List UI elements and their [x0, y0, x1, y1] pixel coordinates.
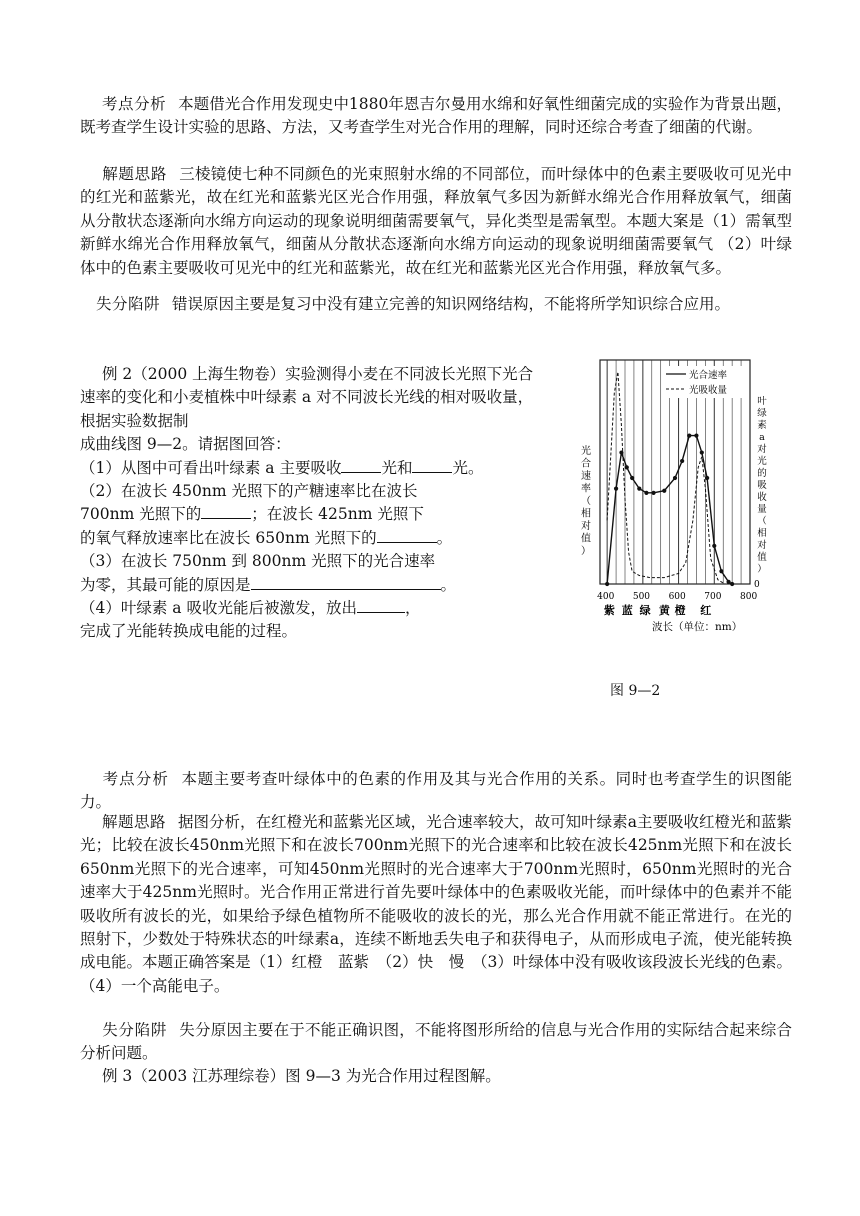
rate-point	[680, 459, 684, 463]
rate-point	[712, 544, 716, 548]
analysis-text: 本题主要考查叶绿体中的色素的作用及其与光合作用的关系。同时也考查学生的识图能力。	[80, 770, 792, 812]
right-axis-char: 相	[757, 528, 767, 539]
rate-point	[673, 476, 677, 480]
left-axis-char: 值	[581, 533, 591, 545]
right-axis-char: 对	[757, 540, 767, 551]
question-2-line-3: 的氧气释放速率比在波长 650nm 光照下的 。	[80, 528, 453, 547]
example-2-question	[80, 363, 565, 644]
legend-absorb-label: 光吸收量	[689, 385, 728, 396]
absorption-rate-chart	[562, 354, 802, 634]
rate-point	[726, 580, 730, 584]
question-2-line-2: 700nm 光照下的 ；在波长 425nm 光照下	[80, 505, 424, 524]
right-axis-label	[757, 395, 767, 575]
x-tick-label: 700	[704, 592, 722, 602]
left-axis-label	[581, 444, 591, 557]
x-tick-label: 800	[740, 592, 758, 602]
right-axis-char: （	[757, 516, 767, 527]
pitfall-text: 失分原因主要在于不能正确识图，不能将图形所给的信息与光合作用的实际结合起来综合分析问题。	[80, 1021, 792, 1063]
example-3-line	[80, 1065, 792, 1088]
rate-point	[614, 487, 618, 491]
pitfall-text: 错误原因主要是复习中没有建立完善的知识网络结构，不能将所学知识综合应用。	[172, 295, 731, 313]
rate-point	[705, 476, 709, 480]
legend-rate-label: 光合速率	[689, 370, 728, 381]
example-2-line-2: 速率的变化和小麦植株中叶绿素 a 对不同波长光线的相对吸收量，	[80, 388, 534, 407]
color-label: 紫	[603, 604, 615, 617]
rate-point	[651, 491, 655, 495]
rate-point	[625, 465, 629, 469]
question-3-line-1: （3）在波长 750nm 到 800nm 光照下的光合速率	[80, 552, 436, 571]
right-axis-char: 吸	[757, 480, 767, 491]
pitfall-paragraph-1	[80, 293, 792, 316]
question-4-line-1: （4）叶绿素 a 吸收光能后被激发，放出 ，	[80, 599, 421, 618]
rate-point	[605, 582, 609, 586]
example-3-text: 例 3（2003 江苏理综卷）图 9—3 为光合作用过程图解。	[102, 1067, 501, 1085]
right-axis-char: 素	[757, 420, 767, 431]
right-axis-char: 光	[757, 456, 767, 467]
analysis-paragraph-2	[80, 768, 792, 815]
right-axis-char: ）	[757, 564, 767, 575]
color-label: 绿	[639, 604, 651, 617]
thinking-paragraph-1	[80, 163, 792, 280]
answer-blank[interactable]	[357, 597, 405, 613]
rate-point	[730, 582, 734, 586]
question-2-line-1: （2）在波长 450nm 光照下的产糖速率比在波长	[80, 482, 418, 501]
rate-point	[644, 491, 648, 495]
right-axis-char: 绿	[757, 408, 767, 419]
rate-point	[630, 476, 634, 480]
rate-point	[694, 434, 698, 438]
figure-caption: 图 9—2	[610, 683, 661, 699]
thinking-text: 三棱镜使七种不同颜色的光束照射水绵的不同部位，而叶绿体中的色素主要吸收可见光中的红光和蓝紫光，故在红光和蓝紫光区光合作用强，释放氧气多因为新鲜水绵光合作用释放氧气，细菌从分散状态逐渐向水绵方向运动的现象说明细菌需要氧气，异化类型是需氧型。本题大案是（1）需氧型 新鲜水绵光合作用释放氧气，细菌从分散状态逐渐向水绵方向运动的现象说明细菌需要氧气 （2）叶绿体中的色素主要吸收可见光中的红光和蓝紫光，故在红光和蓝紫光区光合作用强，释放氧气多。	[80, 165, 792, 277]
thinking-paragraph-2	[80, 811, 792, 998]
analysis-paragraph-1	[80, 93, 792, 140]
left-axis-char: 对	[581, 521, 591, 532]
pitfall-label: 失分陷阱	[96, 295, 161, 313]
color-band-labels	[604, 603, 711, 617]
left-axis-char: 相	[581, 508, 591, 520]
question-4-line-2: 完成了光能转换成电能的过程。	[80, 622, 298, 641]
rate-point	[700, 450, 704, 454]
right-axis-char: 收	[757, 492, 767, 503]
question-3-line-2: 为零，其最可能的原因是 。	[80, 575, 457, 594]
left-axis-char: 率	[581, 483, 591, 495]
left-axis-char: 速	[581, 471, 591, 482]
answer-blank[interactable]	[251, 574, 441, 590]
question-1: （1）从图中可看出叶绿素 a 主要吸收 光和 光。	[80, 458, 484, 477]
left-axis-char: ）	[581, 546, 591, 557]
thinking-label: 解题思路	[102, 165, 168, 183]
thinking-text: 据图分析，在红橙光和蓝紫光区域，光合速率较大，故可知叶绿素a主要吸收红橙光和蓝紫光；比较在波长450nm光照下和在波长700nm光照下的光合速率和比较在波长425nm光照下和在波长650nm光照下的光合速率，可知450nm光照时的光合速率大于700nm光照时，650nm光照时的光合速率大于425nm光照时。光合作用正常进行首先要叶绿体中的色素吸收光能，而叶绿体中的色素并不能吸收所有波长的光，如果给予绿色植物所不能吸收的波长的光，那么光合作用就不能正常进行。在光的照射下，少数处于特殊状态的叶绿素a，连续不断地丢失电子和获得电子，从而形成电子流，使光能转换成电能。本题正确答案是（1）红橙 蓝紫 （2）快 慢 （3）叶绿体中没有吸收该段波长光线的色素。（4）一个高能电子。	[80, 813, 792, 995]
chart-legend	[664, 366, 744, 398]
rate-point	[662, 489, 666, 493]
left-axis-char: 合	[581, 458, 591, 470]
right-axis-char: 叶	[757, 396, 767, 407]
color-label: 红	[700, 604, 712, 617]
color-label: 蓝	[621, 604, 633, 617]
color-label: 橙	[674, 604, 686, 617]
left-axis-char: （	[581, 496, 591, 507]
example-2-line-4: 成曲线图 9—2。请据图回答：	[80, 435, 291, 454]
answer-blank[interactable]	[341, 457, 381, 473]
left-axis-char: 光	[581, 446, 591, 457]
pitfall-label: 失分陷阱	[102, 1021, 168, 1039]
example-2-line-3: 根据实验数据制	[80, 411, 189, 430]
rate-point	[719, 569, 723, 573]
x-tick-labels	[597, 592, 757, 602]
analysis-label: 考点分析	[102, 95, 167, 113]
rate-point	[687, 434, 691, 438]
answer-blank[interactable]	[377, 527, 437, 543]
color-label: 黄	[658, 604, 670, 617]
right-axis-char: 对	[757, 444, 767, 455]
right-axis-char: 量	[757, 504, 767, 515]
thinking-label: 解题思路	[102, 813, 167, 831]
x-tick-label: 600	[668, 592, 686, 602]
answer-blank[interactable]	[412, 457, 452, 473]
pitfall-paragraph-2	[80, 1019, 792, 1066]
answer-blank[interactable]	[201, 503, 251, 519]
x-axis-label: 波长（单位：nm）	[652, 621, 743, 633]
right-axis-char: a	[759, 432, 765, 443]
right-axis-zero: 0	[754, 580, 760, 590]
right-axis-char: 值	[757, 552, 767, 563]
right-axis-char: 的	[757, 468, 767, 479]
rate-point	[637, 487, 641, 491]
analysis-text: 本题借光合作用发现史中1880年恩吉尔曼用水绵和好氧性细菌完成的实验作为背景出题，既考查学生设计实验的思路、方法，又考查学生对光合作用的理解，同时还综合考查了细菌的代谢。	[80, 95, 792, 137]
x-tick-label: 500	[632, 592, 651, 602]
analysis-label: 考点分析	[102, 770, 169, 788]
example-2-line-1: 例 2（2000 上海生物卷）实验测得小麦在不同波长光照下光合	[102, 365, 534, 383]
x-tick-label: 400	[597, 592, 615, 602]
